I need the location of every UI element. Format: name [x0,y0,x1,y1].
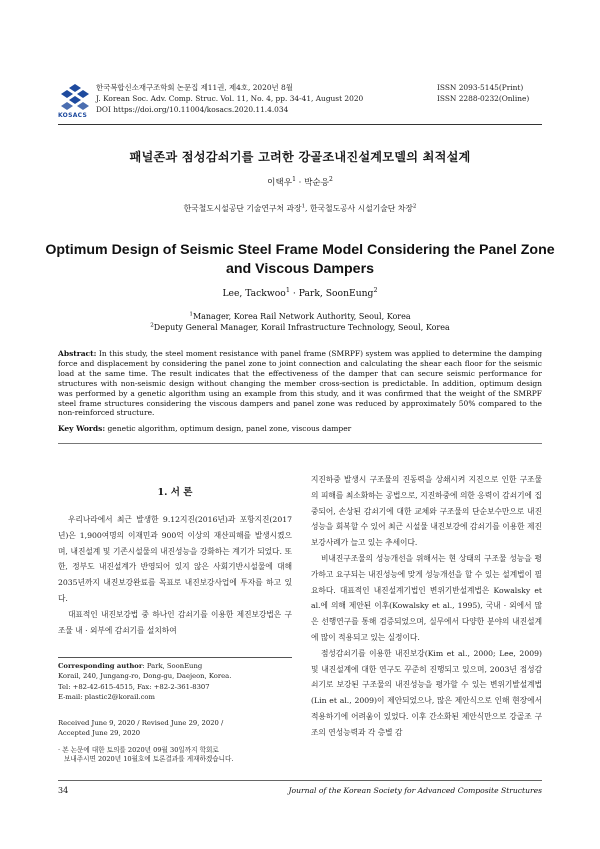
english-affiliations [40,311,560,333]
abstract-text: In this study, the steel moment resistance with panel frame (SMRPF) system was applied to determine the damping force and displacement by considering the panel zone to joint connection and calculating the shear each floor for the seismic load at the same time. The result indicates that the effectiveness of the damper that can secure seismic performance for structures with non-seismic design without changing the member cross-section is predictable. In addition, optimum design was performed by a genetic algorithm using an example from this study, and it was confirmed that the weight of the SMRPF steel frame structures considering the viscous dampers and panel zone was reduced by approximately 50% compared to the non-reinforced structure. [58,349,542,418]
keywords [58,424,542,433]
abstract [58,349,542,418]
paragraph: 대표적인 내진보강법 중 하나인 감쇠기를 이용한 제진보강법은 구조물 내 · 외부에 감쇠기를 설치하여 [58,609,292,635]
citation-english: J. Korean Soc. Adv. Comp. Struc. Vol. 11, No. 4, pp. 34-41, August 2020 [96,94,364,103]
affiliation-2: $^2$Deputy General Manager, Korail Infrastructure Technology, Seoul, Korea [150,322,450,332]
left-column [58,512,292,638]
corresponding-author-note: Corresponding author: Park, SoonEung Korail, 240, Jungang-ro, Dong-gu, Daejeon, Korea. Tel: +82-42-615-4515, Fax: +82-2-361-8307 E-mail: plastic2@korail.com [58,661,292,703]
citation-korean: 한국복합신소재구조학회 논문집 제11권, 제4호, 2020년 8월 [96,83,293,92]
korean-title: 패널존과 점성감쇠기를 고려한 강골조내진설계모델의 최적설계 [129,150,471,164]
kosacs-logo-icon [58,82,92,112]
author-address: Korail, 240, Jungang-ro, Dong-gu, Daejeon, Korea. [58,672,232,681]
korean-affiliations: 한국철도시설공단 기술연구처 과장$^1$, 한국철도공사 시설기술단 차장$^2$ [183,203,417,213]
corresponding-label: Corresponding author [58,662,143,670]
paragraph: 비내진구조물의 성능개선을 위해서는 현 상태의 구조물 성능을 평가하고 요구되는 내진성능에 맞게 성능개선을 할 수 있는 설계법이 필요하다. 대표적인 내진설계기법인 변위기반설계법은 Kowalsky et al.에 의해 제안된 이후(Kowalsky et al., 1995), 국내 · 외에서 많은 선행연구를 통해 검증되었으며, 실무에서 다양한 분야의 내진설계에 많이 적용되고 있는 실정이다. [311,553,542,642]
paragraph: 점성감쇠기를 이용한 내진보강(Kim et al., 2000; Lee, 2009) 및 내진설계에 대한 연구도 꾸준히 진행되고 있으며, 2003년 점성감쇠기로 보강된 구조물의 내진성능을 평가할 수 있는 변위기발설계법(Lin et al., 2009)이 제안되었으나, 많은 제안식으로 인해 현장에서 적용하기에 어려움이 있었다. 이후 간소화된 제안식만으로 강골조 구조의 연성능력과 각 층별 감 [311,648,542,737]
discussion-note: · 본 논문에 대한 토의를 2020년 09월 30일까지 학회로 보내주시면 2020년 10월호에 토론결과를 게재하겠습니다. [58,746,234,764]
journal-name: Journal of the Korean Society for Advanced Composite Structures [288,786,542,795]
doi-link[interactable]: DOI https://doi.org/10.11004/kosacs.2020.11.4.034 [96,105,289,114]
author-email: E-mail: plastic2@korail.com [58,693,155,702]
journal-citation [96,82,363,115]
header-divider [58,124,542,125]
logo-text: KOSACS [58,112,88,119]
paragraph: 지진하중 발생시 구조물의 진동력을 상쇄시켜 지진으로 인한 구조물의 피해를 최소화하는 공법으로, 지진하중에 의한 응력이 감쇠기에 집중되어, 손상된 감쇠기에 대한 교체와 구조물의 단순보수만으로 내진성능을 회복할 수 있어 최근 시설물 내진보강에 감쇠기를 이용한 제진보강사례가 늘고 있는 추세이다. [311,475,542,548]
footer-divider [58,780,542,781]
abstract-divider [58,443,542,444]
author-phone: Tel: +82-42-615-4515, Fax: +82-2-361-8307 [58,682,210,691]
keywords-text: genetic algorithm, optimum design, panel zone, viscous damper [105,424,352,433]
abstract-label: Abstract: [58,349,97,358]
english-authors: Lee, Tackwoo$^1$ · Park, SoonEung$^2$ [222,285,378,299]
submission-dates: Received June 9, 2020 / Revised June 29, 2020 / Accepted June 29, 2020 [58,719,224,738]
footnote-divider [58,657,292,658]
issn-online: ISSN 2288-0232(Online) [437,94,530,103]
section-title-introduction: 1. 서 론 [157,487,193,498]
paragraph: 우리나라에서 최근 발생한 9.12지진(2016년)과 포항지진(2017년)은 1,900여명의 이재민과 900억 이상의 재산피해를 발생시켰으며, 내진설계 및 기존시설물의 내진성능을 강화하는 계기가 되었다. 또한, 정부도 내진설계가 반영되어 있지 않은 사회기반시설물에 대해 2035년까지 내진보강완료를 목표로 내진보강사업에 투자를 하고 있다. [58,515,292,603]
keywords-label: Key Words: [58,424,106,433]
issn-print: ISSN 2093-5145(Print) [437,83,524,92]
korean-authors: 이택우$^1$ · 박순응$^2$ [267,176,333,188]
issn-block [437,82,529,104]
english-title: Optimum Design of Seismic Steel Frame Model Considering the Panel Zone and Viscous Dampers [45,242,555,277]
right-column [311,472,542,741]
affiliation-1: $^1$Manager, Korea Rail Network Authority, Seoul, Korea [189,311,411,321]
page-number: 34 [58,786,69,795]
